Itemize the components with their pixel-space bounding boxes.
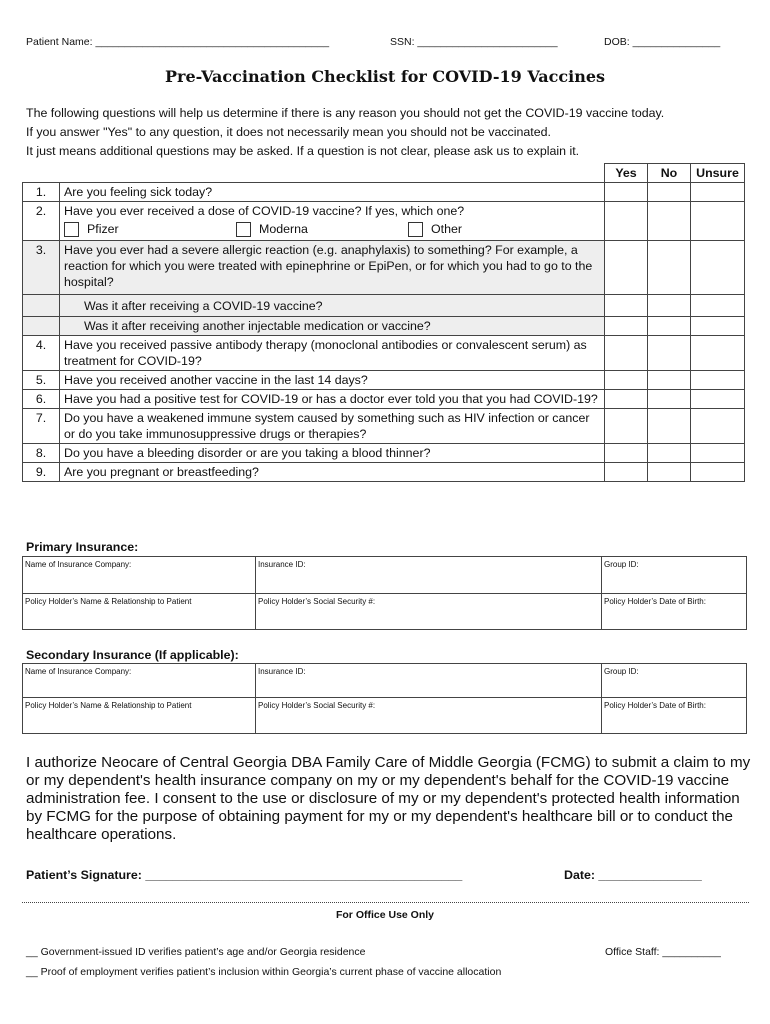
question-row-2 — [23, 202, 745, 241]
checklist-table — [22, 163, 745, 482]
primary-holder-dob-field[interactable]: Policy Holder’s Date of Birth: — [602, 594, 747, 630]
question-number: 1. — [23, 183, 60, 202]
page-title: Pre-Vaccination Checklist for COVID-19 Vaccines — [164, 67, 606, 86]
answer-unsure-cell[interactable] — [691, 390, 745, 409]
other-label: Other — [431, 222, 462, 236]
office-use-title: For Office Use Only — [335, 909, 435, 921]
answer-no-cell[interactable] — [648, 295, 691, 317]
patient-name-field[interactable]: Patient Name: ________________________________________ — [26, 36, 330, 48]
office-check-employment[interactable]: __ Proof of employment verifies patient’s inclusion within Georgia’s current phase of vaccine allocation — [26, 966, 502, 978]
answer-unsure-cell[interactable] — [691, 371, 745, 390]
answer-yes-cell[interactable] — [605, 463, 648, 482]
answer-no-cell[interactable] — [648, 336, 691, 371]
question-number: 7. — [23, 409, 60, 444]
moderna-checkbox[interactable] — [236, 222, 251, 237]
answer-unsure-cell[interactable] — [691, 295, 745, 317]
question-row-4 — [23, 336, 745, 371]
authorization-text: I authorize Neocare of Central Georgia DBA Family Care of Middle Georgia (FCMG) to submit a claim to my or my dependent's health insurance company on my or my dependent's behalf for the COVID-19 vaccine administration fee. I consent to the use or disclosure of my or my dependent's protected health information by FCMG for the purpose of obtaining payment for my or my dependent's healthcare bill or to conduct the healthcare operations. — [26, 754, 751, 843]
answer-unsure-cell[interactable] — [691, 463, 745, 482]
answer-yes-cell[interactable] — [605, 336, 648, 371]
primary-holder-ssn-field[interactable]: Policy Holder’s Social Security #: — [256, 594, 602, 630]
question-number: 5. — [23, 371, 60, 390]
answer-yes-cell[interactable] — [605, 317, 648, 336]
secondary-company-field[interactable]: Name of Insurance Company: — [23, 664, 256, 698]
question-row-7 — [23, 409, 745, 444]
intro-line-1: The following questions will help us determine if there is any reason you should not get the COVID-19 vaccine today. — [26, 106, 665, 120]
question-number: 6. — [23, 390, 60, 409]
answer-unsure-cell[interactable] — [691, 183, 745, 202]
question-row-5 — [23, 371, 745, 390]
answer-no-cell[interactable] — [648, 317, 691, 336]
office-staff-field[interactable]: Office Staff: __________ — [605, 946, 721, 958]
answer-no-cell[interactable] — [648, 463, 691, 482]
primary-group-id-field[interactable]: Group ID: — [602, 557, 747, 594]
answer-no-cell[interactable] — [648, 202, 691, 241]
question-row-8 — [23, 444, 745, 463]
primary-insurance-table — [22, 556, 747, 630]
question-text: Do you have a bleeding disorder or are you taking a blood thinner? — [60, 444, 605, 463]
question-number: 4. — [23, 336, 60, 371]
answer-no-cell[interactable] — [648, 409, 691, 444]
answer-yes-cell[interactable] — [605, 202, 648, 241]
answer-yes-cell[interactable] — [605, 444, 648, 463]
secondary-insurance-table — [22, 663, 747, 734]
unsure-header: Unsure — [691, 164, 745, 183]
question-text: Have you ever received a dose of COVID-19 vaccine? If yes, which one? — [64, 204, 465, 218]
sub-question-row-2 — [23, 317, 745, 336]
answer-yes-cell[interactable] — [605, 371, 648, 390]
intro-line-3: It just means additional questions may be asked. If a question is not clear, please ask us to explain it. — [26, 144, 580, 158]
question-number: 3. — [23, 241, 60, 295]
sub-question-text: Was it after receiving another injectable medication or vaccine? — [60, 317, 605, 336]
answer-no-cell[interactable] — [648, 390, 691, 409]
secondary-insurance-heading: Secondary Insurance (If applicable): — [26, 648, 239, 662]
answer-yes-cell[interactable] — [605, 409, 648, 444]
sub-question-text: Was it after receiving a COVID-19 vaccine? — [60, 295, 605, 317]
question-text: Have you received passive antibody therapy (monoclonal antibodies or convalescent serum) as treatment for COVID-19? — [60, 336, 605, 371]
secondary-insurance-id-field[interactable]: Insurance ID: — [256, 664, 602, 698]
vaccine-options — [64, 219, 600, 239]
moderna-label: Moderna — [259, 222, 308, 236]
answer-yes-cell[interactable] — [605, 390, 648, 409]
dob-field[interactable]: DOB: _______________ — [604, 36, 721, 48]
answer-no-cell[interactable] — [648, 241, 691, 295]
answer-unsure-cell[interactable] — [691, 336, 745, 371]
question-row-3 — [23, 241, 745, 295]
patient-signature-field[interactable]: Patient’s Signature: ______________________________________________ — [26, 868, 463, 882]
pfizer-checkbox[interactable] — [64, 222, 79, 237]
question-text: Have you received another vaccine in the last 14 days? — [60, 371, 605, 390]
pfizer-label: Pfizer — [87, 222, 119, 236]
no-header: No — [648, 164, 691, 183]
primary-insurance-heading: Primary Insurance: — [26, 540, 139, 554]
primary-company-field[interactable]: Name of Insurance Company: — [23, 557, 256, 594]
answer-no-cell[interactable] — [648, 444, 691, 463]
primary-holder-field[interactable]: Policy Holder’s Name & Relationship to Patient — [23, 594, 256, 630]
answer-no-cell[interactable] — [648, 371, 691, 390]
question-text: Have you had a positive test for COVID-19 or has a doctor ever told you that you had COVID-19? — [60, 390, 605, 409]
yes-header: Yes — [605, 164, 648, 183]
sub-question-row-1 — [23, 295, 745, 317]
answer-unsure-cell[interactable] — [691, 444, 745, 463]
ssn-field[interactable]: SSN: ________________________ — [390, 36, 558, 48]
question-row-6 — [23, 390, 745, 409]
answer-unsure-cell[interactable] — [691, 241, 745, 295]
question-text: Are you pregnant or breastfeeding? — [60, 463, 605, 482]
question-text: Are you feeling sick today? — [60, 183, 605, 202]
office-check-id[interactable]: __ Government-issued ID verifies patient’s age and/or Georgia residence — [26, 946, 366, 958]
secondary-group-id-field[interactable]: Group ID: — [602, 664, 747, 698]
question-number: 8. — [23, 444, 60, 463]
intro-line-2: If you answer "Yes" to any question, it does not necessarily mean you should not be vaccinated. — [26, 125, 551, 139]
question-number: 2. — [23, 202, 60, 241]
dotted-divider — [22, 902, 749, 903]
answer-unsure-cell[interactable] — [691, 317, 745, 336]
answer-yes-cell[interactable] — [605, 295, 648, 317]
secondary-holder-dob-field[interactable]: Policy Holder’s Date of Birth: — [602, 698, 747, 734]
answer-unsure-cell[interactable] — [691, 409, 745, 444]
answer-no-cell[interactable] — [648, 183, 691, 202]
secondary-holder-field[interactable]: Policy Holder’s Name & Relationship to Patient — [23, 698, 256, 734]
secondary-holder-ssn-field[interactable]: Policy Holder’s Social Security #: — [256, 698, 602, 734]
question-row-9 — [23, 463, 745, 482]
question-text: Do you have a weakened immune system caused by something such as HIV infection or cancer or do you take immunosuppressive drugs or therapies? — [60, 409, 605, 444]
other-checkbox[interactable] — [408, 222, 423, 237]
question-row-1 — [23, 183, 745, 202]
primary-insurance-id-field[interactable]: Insurance ID: — [256, 557, 602, 594]
question-number: 9. — [23, 463, 60, 482]
answer-unsure-cell[interactable] — [691, 202, 745, 241]
answer-yes-cell[interactable] — [605, 241, 648, 295]
question-text: Have you ever had a severe allergic reaction (e.g. anaphylaxis) to something? For example, a reaction for which you were treated with epinephrine or EpiPen, or for which you had to go to the hospital? — [60, 241, 605, 295]
answer-yes-cell[interactable] — [605, 183, 648, 202]
date-field[interactable]: Date: _______________ — [564, 868, 702, 882]
